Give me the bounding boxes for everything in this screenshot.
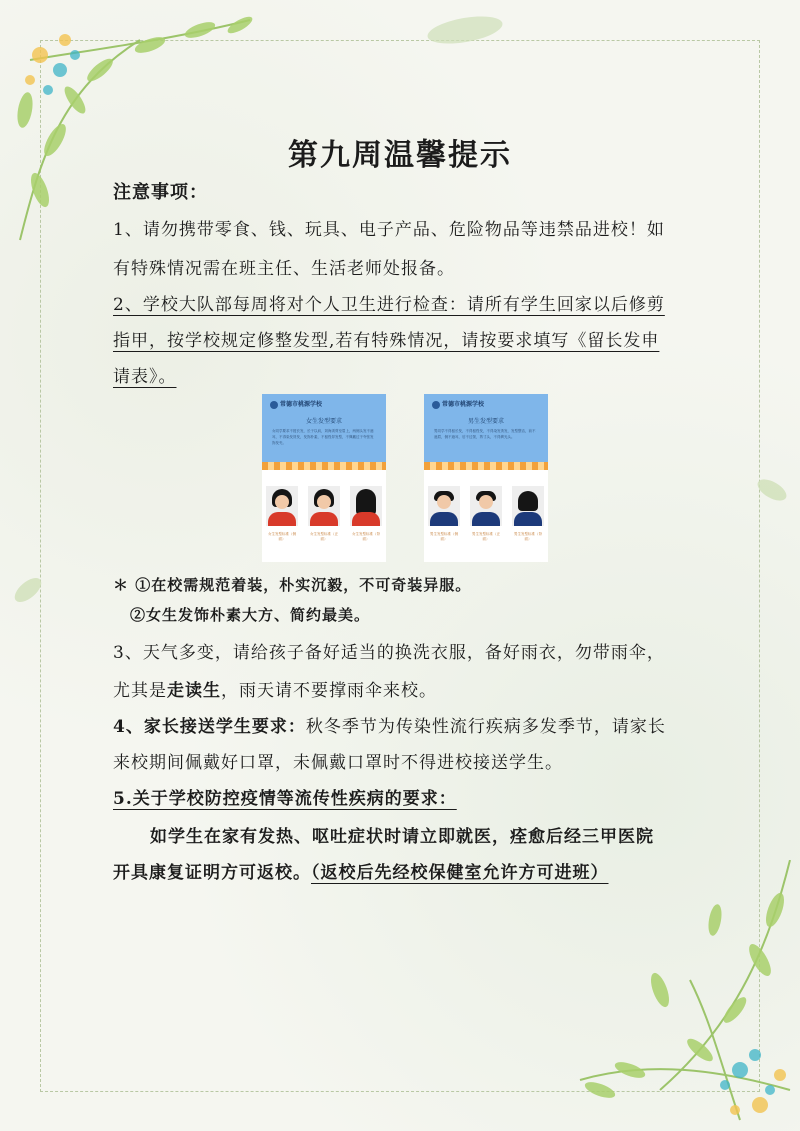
item5-note: （返校后先经校保健室允许方可进班）	[311, 863, 609, 883]
photo-caption: 男生发型标准（正面）	[472, 532, 500, 541]
item5-heading: 5.关于学校防控疫情等流传性疾病的要求：	[113, 789, 457, 809]
card-title: 男生发型要求	[467, 418, 504, 425]
item1-line1: 1、请勿携带零食、钱、玩具、电子产品、危险物品等违禁品进校！如	[113, 220, 665, 240]
leaf-decoration-top-right	[420, 10, 510, 50]
photo-caption: 女生发型标准（背面）	[352, 532, 380, 541]
item4-label: 4、家长接送学生要求：	[113, 717, 306, 737]
boy-photo-front	[470, 486, 502, 526]
card-description: 男同学不得留长发，不得留怪发，不得染发烫发，发型整洁，前不遮眉，侧不遮耳，后不过领，剪寸头，不得剃光头。	[434, 429, 536, 439]
item2-line3: 请表》。	[113, 367, 177, 387]
note-1: ＊ ①在校需规范着装，朴实沉毅，不可奇装异服。	[113, 576, 472, 594]
school-emblem-icon	[270, 401, 278, 409]
photo-caption: 男生发型标准（背面）	[514, 532, 542, 541]
photo-caption: 女生发型标准（侧面）	[268, 532, 296, 541]
item4-text: 秋冬季节为传染性流行疾病多发季节，请家长	[305, 717, 666, 737]
school-logo	[432, 399, 484, 409]
card-zigzag	[262, 462, 386, 470]
boy-photo-side	[428, 486, 460, 526]
page-title: 第九周温馨提示	[288, 138, 512, 173]
girl-photo-front	[308, 486, 340, 526]
school-name: 常德市桃源学校	[280, 401, 323, 408]
note-2: ②女生发饰朴素大方、简约最美。	[130, 606, 371, 624]
card-zigzag	[424, 462, 548, 470]
school-name: 常德市桃源学校	[442, 401, 485, 408]
item5-line2	[113, 858, 609, 883]
girl-hairstyle-card	[262, 394, 386, 562]
leaf-decoration-bottom-right	[540, 860, 800, 1131]
item2-line2: 指甲，按学校规定修整发型,若有特殊情况，请按要求填写《留长发申	[113, 331, 660, 351]
item3-line2	[113, 676, 437, 701]
school-logo	[270, 399, 322, 409]
girl-photo-side	[266, 486, 298, 526]
item1-line2: 有特殊情况需在班主任、生活老师处报备。	[113, 259, 455, 279]
section-heading: 注意事项：	[113, 182, 208, 203]
card-title: 女生发型要求	[305, 418, 342, 425]
school-emblem-icon	[432, 401, 440, 409]
item3-text: 尤其是	[113, 681, 167, 701]
photo-caption: 女生发型标准（正面）	[310, 532, 338, 541]
boy-photo-back	[512, 486, 544, 526]
item4-line1	[113, 712, 666, 737]
item5-text: 开具康复证明方可返校。	[113, 863, 311, 883]
item3-text: ，雨天请不要撑雨伞来校。	[221, 681, 437, 701]
card-description: 女同学要求不披长发，长于以肩，刘海须剪至眉上，两侧头发不遮耳，不得染发烫发，发饰朴素，不留怪异发型，不佩戴过于夸张发饰发夹。	[272, 429, 374, 445]
item3-highlight: 走读生	[167, 681, 221, 701]
leaf-decoration-left	[8, 570, 48, 610]
girl-photo-back	[350, 486, 382, 526]
photo-caption: 男生发型标准（侧面）	[430, 532, 458, 541]
item5-line1: 如学生在家有发热、呕吐症状时请立即就医，痊愈后经三甲医院	[150, 827, 654, 847]
item4-line2: 来校期间佩戴好口罩，未佩戴口罩时不得进校接送学生。	[113, 753, 563, 773]
leaf-decoration-right	[752, 470, 792, 510]
item3-line1: 3、天气多变，请给孩子备好适当的换洗衣服，备好雨衣，勿带雨伞，	[113, 643, 665, 663]
boy-hairstyle-card	[424, 394, 548, 562]
item2-line1: 2、学校大队部每周将对个人卫生进行检查：请所有学生回家以后修剪	[113, 295, 665, 315]
